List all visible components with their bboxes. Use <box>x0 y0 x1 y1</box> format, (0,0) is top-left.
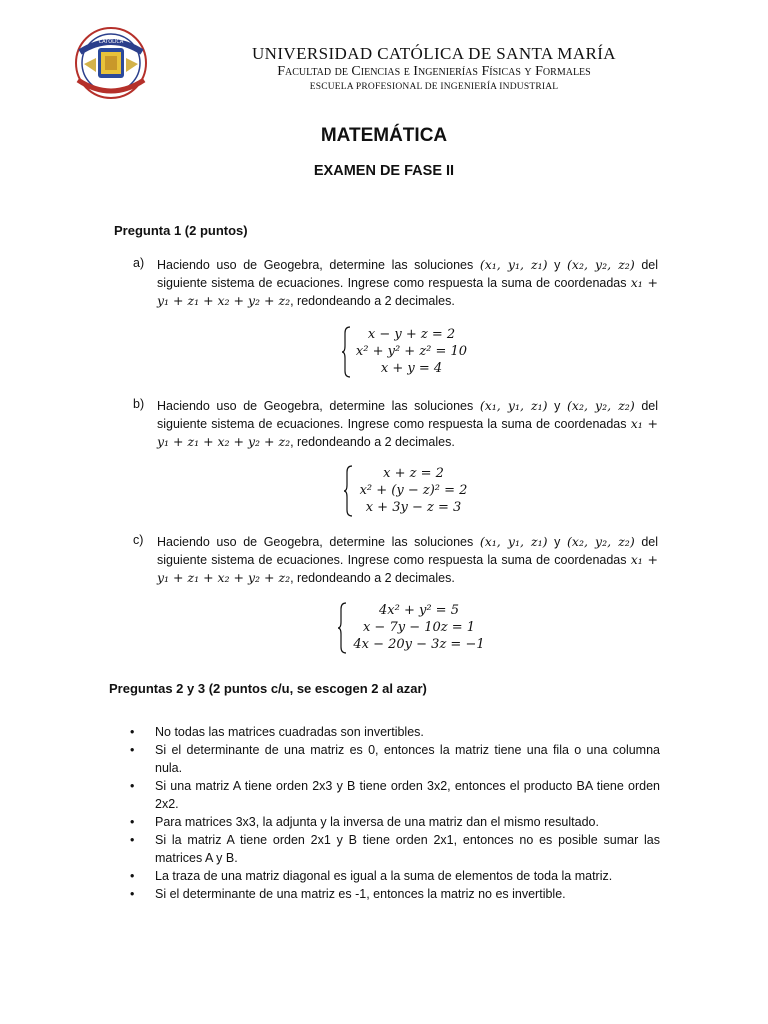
list-item <box>130 741 660 777</box>
left-brace-icon <box>342 326 351 378</box>
question-c-text-4: , redondeando a 2 decimales. <box>290 571 455 585</box>
left-brace-icon <box>338 602 347 654</box>
question-a-solution-1: (x₁, y₁, z₁) <box>479 257 548 272</box>
left-brace-icon <box>344 465 353 517</box>
equation-a-1: x − y + z = 2 <box>367 327 456 342</box>
question-b-text-1: Haciendo uso de Geogebra, determine las soluciones <box>157 399 480 413</box>
list-item <box>130 885 660 903</box>
equation-a-3: x + y = 4 <box>380 361 443 376</box>
equation-a-2: x² + y² + z² = 10 <box>355 344 468 359</box>
question-b-text-2: y <box>547 399 568 413</box>
question-a-sum: x₁ + y₁ + z₁ + x₂ + y₂ + z₂ <box>157 275 658 308</box>
statement-text: Si una matriz A tiene orden 2x3 y B tiene orden 3x2, entonces el producto BA tiene orden 2x2. <box>155 779 660 811</box>
question-b-text <box>157 397 658 451</box>
statement-text: No todas las matrices cuadradas son invertibles. <box>155 725 424 739</box>
question-c-solution-1: (x₁, y₁, z₁) <box>479 534 548 549</box>
equation-c-1: 4x² + y² = 5 <box>379 603 459 618</box>
section-2-title: Preguntas 2 y 3 (2 puntos c/u, se escogen 2 al azar) <box>109 681 427 696</box>
question-c-text-1: Haciendo uso de Geogebra, determine las soluciones <box>157 535 480 549</box>
exam-title: EXAMEN DE FASE II <box>313 163 455 179</box>
list-item <box>130 777 660 813</box>
bullet-icon: • <box>130 869 135 883</box>
question-a-text-2: y <box>547 258 568 272</box>
equation-b-3: x + 3y − z = 3 <box>365 500 462 515</box>
bullet-icon: • <box>130 887 135 901</box>
statements-list <box>130 723 660 903</box>
question-a-text-4: , redondeando a 2 decimales. <box>290 294 455 308</box>
question-c-text-3: del siguiente sistema de ecuaciones. Ingrese como respuesta la suma de coordenadas <box>157 535 658 567</box>
list-item <box>130 867 660 885</box>
question-a-label: a) <box>133 256 145 270</box>
question-c-text <box>157 533 658 587</box>
equation-system-b <box>344 465 474 517</box>
bullet-icon: • <box>130 725 135 739</box>
question-b-text-3: del siguiente sistema de ecuaciones. Ingrese como respuesta la suma de coordenadas <box>157 399 658 431</box>
equation-b-2: x² + (y − z)² = 2 <box>359 483 468 498</box>
statement-text: La traza de una matriz diagonal es igual a la suma de elementos de toda la matriz. <box>155 869 613 883</box>
equation-c-3: 4x − 20y − 3z = −1 <box>353 637 485 652</box>
question-c-text-2: y <box>547 535 568 549</box>
question-b-label: b) <box>133 397 145 411</box>
list-item <box>130 813 660 831</box>
statement-text: Para matrices 3x3, la adjunta y la inversa de una matriz dan el mismo resultado. <box>155 815 599 829</box>
section-1-title: Pregunta 1 (2 puntos) <box>114 223 248 238</box>
equation-system-c <box>338 602 488 654</box>
question-c-solution-2: (x₂, y₂, z₂) <box>567 534 635 549</box>
equation-system-a <box>342 326 472 378</box>
question-a-text <box>157 256 658 310</box>
course-title: MATEMÁTICA <box>320 125 448 146</box>
list-item <box>130 831 660 867</box>
question-b-sum: x₁ + y₁ + z₁ + x₂ + y₂ + z₂ <box>157 416 658 449</box>
equation-b-1: x + z = 2 <box>383 466 444 481</box>
bullet-icon: • <box>130 779 135 793</box>
question-b-text-4: , redondeando a 2 decimales. <box>290 435 455 449</box>
question-c-label: c) <box>133 533 144 547</box>
question-b-solution-1: (x₁, y₁, z₁) <box>479 398 548 413</box>
bullet-icon: • <box>130 833 135 847</box>
question-b-solution-2: (x₂, y₂, z₂) <box>567 398 635 413</box>
question-c-sum: x₁ + y₁ + z₁ + x₂ + y₂ + z₂ <box>157 552 658 585</box>
question-a-solution-2: (x₂, y₂, z₂) <box>567 257 635 272</box>
seal-text: CATOLICA <box>98 39 124 45</box>
school-name: ESCUELA PROFESIONAL DE INGENIERÍA INDUSTRIAL <box>309 82 559 92</box>
statement-text: Si el determinante de una matriz es 0, entonces la matriz tiene una fila o una columna nula. <box>155 743 660 775</box>
bullet-icon: • <box>130 743 135 757</box>
equation-c-2: x − 7y − 10z = 1 <box>362 620 476 635</box>
question-a-text-1: Haciendo uso de Geogebra, determine las soluciones <box>157 258 480 272</box>
statement-text: Si el determinante de una matriz es -1, entonces la matriz no es invertible. <box>155 887 566 901</box>
statement-text: Si la matriz A tiene orden 2x1 y B tiene orden 2x1, entonces no es posible sumar las matrices A y B. <box>155 833 660 865</box>
faculty-name: Facultad de Ciencias e Ingenierías Físicas y Formales <box>277 64 591 79</box>
university-name: UNIVERSIDAD CATÓLICA DE SANTA MARÍA <box>252 44 616 63</box>
list-item <box>130 723 660 741</box>
question-a-text-3: del siguiente sistema de ecuaciones. Ingrese como respuesta la suma de coordenadas <box>157 258 658 290</box>
bullet-icon: • <box>130 815 135 829</box>
